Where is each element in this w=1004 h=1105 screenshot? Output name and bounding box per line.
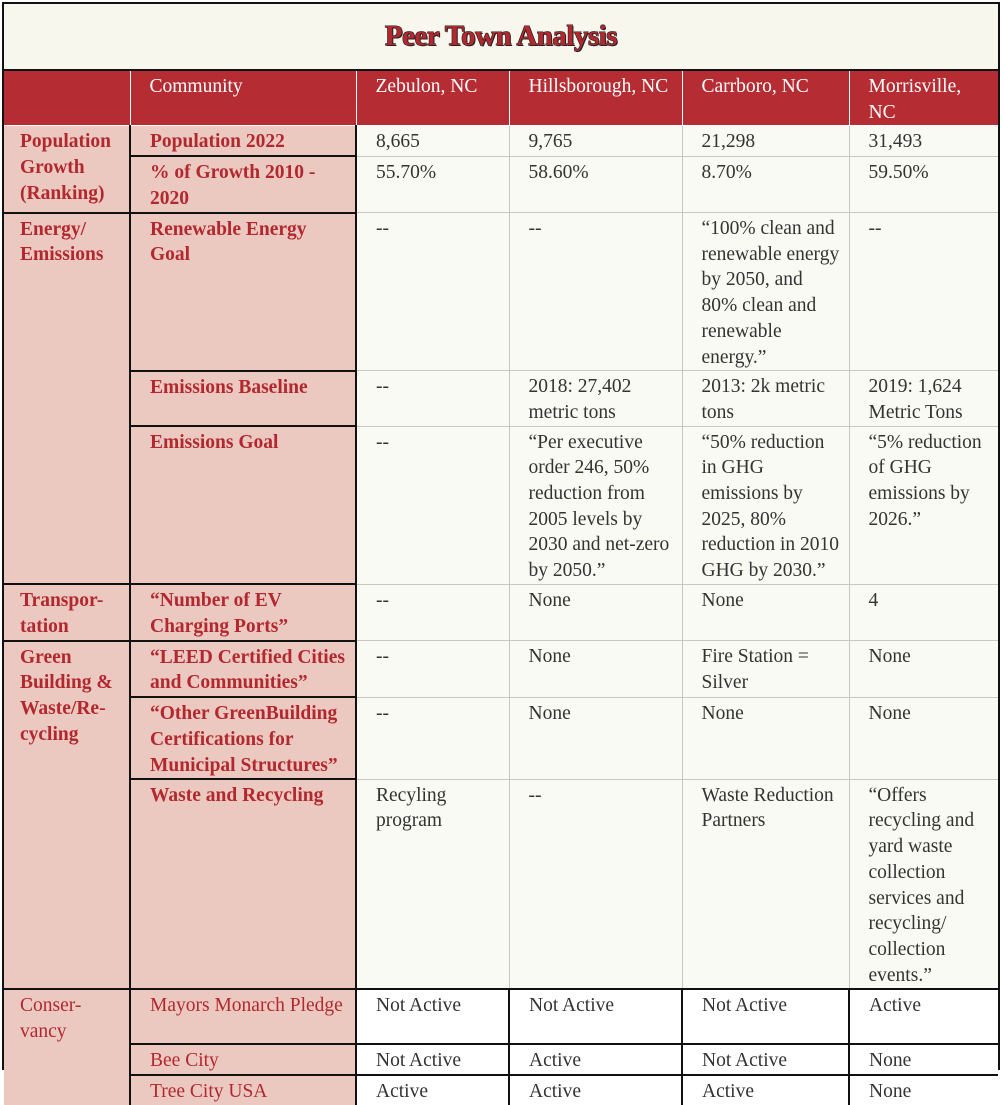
table-row <box>4 641 998 697</box>
metric-label: “Number of EV Charging Ports” <box>130 584 356 640</box>
cell-value: Not Active <box>356 1044 509 1075</box>
table-row <box>4 989 998 1044</box>
cell-value: -- <box>356 213 509 371</box>
header-town-zebulon: Zebulon, NC <box>356 71 509 126</box>
cell-value: -- <box>509 779 682 989</box>
metric-label: % of Growth 2010 - 2020 <box>130 156 356 212</box>
cell-value: -- <box>356 371 509 426</box>
cell-value: Not Active <box>682 1044 849 1075</box>
cell-value: Active <box>682 1075 849 1105</box>
cell-value: 2018: 27,402 metric tons <box>509 371 682 426</box>
header-town-carrboro: Carrboro, NC <box>682 71 849 126</box>
cell-value: 58.60% <box>509 156 682 212</box>
cell-value: 2013: 2k metric tons <box>682 371 849 426</box>
cell-value: None <box>849 641 998 697</box>
table-row <box>4 584 998 640</box>
category-conservancy: Conser-vancy <box>4 989 130 1105</box>
metric-label: Bee City <box>130 1044 356 1075</box>
header-town-hillsborough: Hillsborough, NC <box>509 71 682 126</box>
cell-value: Active <box>356 1075 509 1105</box>
cell-value: -- <box>356 697 509 779</box>
cell-value: 21,298 <box>682 126 849 156</box>
cell-value: 55.70% <box>356 156 509 212</box>
cell-value: Not Active <box>509 989 682 1044</box>
header-community: Community <box>130 71 356 126</box>
header-town-morrisville: Morrisville, NC <box>849 71 998 126</box>
cell-value: None <box>509 641 682 697</box>
metric-label: Renewable Energy Goal <box>130 213 356 371</box>
metric-label: Emissions Goal <box>130 426 356 584</box>
cell-value: 2019: 1,624 Metric Tons <box>849 371 998 426</box>
cell-value: -- <box>509 213 682 371</box>
cell-value: “5% reduction of GHG emissions by 2026.” <box>849 426 998 584</box>
cell-value: Active <box>509 1044 682 1075</box>
table-row <box>4 697 998 779</box>
cell-value: -- <box>356 584 509 640</box>
cell-value: -- <box>356 426 509 584</box>
cell-value: Active <box>509 1075 682 1105</box>
peer-town-table <box>4 71 998 1105</box>
cell-value: 4 <box>849 584 998 640</box>
category-energy-emissions: Energy/ Emissions <box>4 213 130 585</box>
metric-label: “LEED Certified Cities and Communities” <box>130 641 356 697</box>
cell-value: “Per executive order 246, 50% reduction from 2005 levels by 2030 and net-zero by 2050.” <box>509 426 682 584</box>
table-row <box>4 126 998 156</box>
metric-label: Tree City USA <box>130 1075 356 1105</box>
table-row <box>4 1075 998 1105</box>
cell-value: Active <box>849 989 998 1044</box>
cell-value: Waste Reduction Partners <box>682 779 849 989</box>
category-green-building: Green Building & Waste/Re-cycling <box>4 641 130 990</box>
cell-value: None <box>849 1075 998 1105</box>
metric-label: Population 2022 <box>130 126 356 156</box>
category-transportation: Transpor-tation <box>4 584 130 640</box>
cell-value: 8,665 <box>356 126 509 156</box>
metric-label: Emissions Baseline <box>130 371 356 426</box>
peer-town-analysis-document <box>2 2 1000 1103</box>
table-row <box>4 371 998 426</box>
cell-value: “50% reduction in GHG emissions by 2025, 80% reduction in 2010 GHG by 2030.” <box>682 426 849 584</box>
cell-value: None <box>682 697 849 779</box>
cell-value: Fire Station = Silver <box>682 641 849 697</box>
table-row <box>4 213 998 371</box>
metric-label: Waste and Recycling <box>130 779 356 989</box>
cell-value: None <box>509 584 682 640</box>
table-row <box>4 156 998 212</box>
cell-value: 59.50% <box>849 156 998 212</box>
table-header-row <box>4 71 998 126</box>
table-row <box>4 426 998 584</box>
category-population-growth: Population Growth (Ranking) <box>4 126 130 213</box>
cell-value: 31,493 <box>849 126 998 156</box>
cell-value: Not Active <box>356 989 509 1044</box>
cell-value: None <box>849 697 998 779</box>
table-row <box>4 779 998 989</box>
cell-value: Recyling program <box>356 779 509 989</box>
cell-value: None <box>682 584 849 640</box>
page-title: Peer Town Analysis <box>384 20 618 52</box>
title-bar <box>4 4 998 71</box>
cell-value: “100% clean and renewable energy by 2050, and 80% clean and renewable energy.” <box>682 213 849 371</box>
table-row <box>4 1044 998 1075</box>
cell-value: None <box>509 697 682 779</box>
cell-value: 9,765 <box>509 126 682 156</box>
cell-value: -- <box>849 213 998 371</box>
cell-value: None <box>849 1044 998 1075</box>
metric-label: “Other GreenBuilding Certifications for Municipal Structures” <box>130 697 356 779</box>
cell-value: 8.70% <box>682 156 849 212</box>
cell-value: “Offers recycling and yard waste collection services and recycling/ collection events.” <box>849 779 998 989</box>
metric-label: Mayors Monarch Pledge <box>130 989 356 1044</box>
cell-value: Not Active <box>682 989 849 1044</box>
cell-value: -- <box>356 641 509 697</box>
header-corner-cell <box>4 71 130 126</box>
